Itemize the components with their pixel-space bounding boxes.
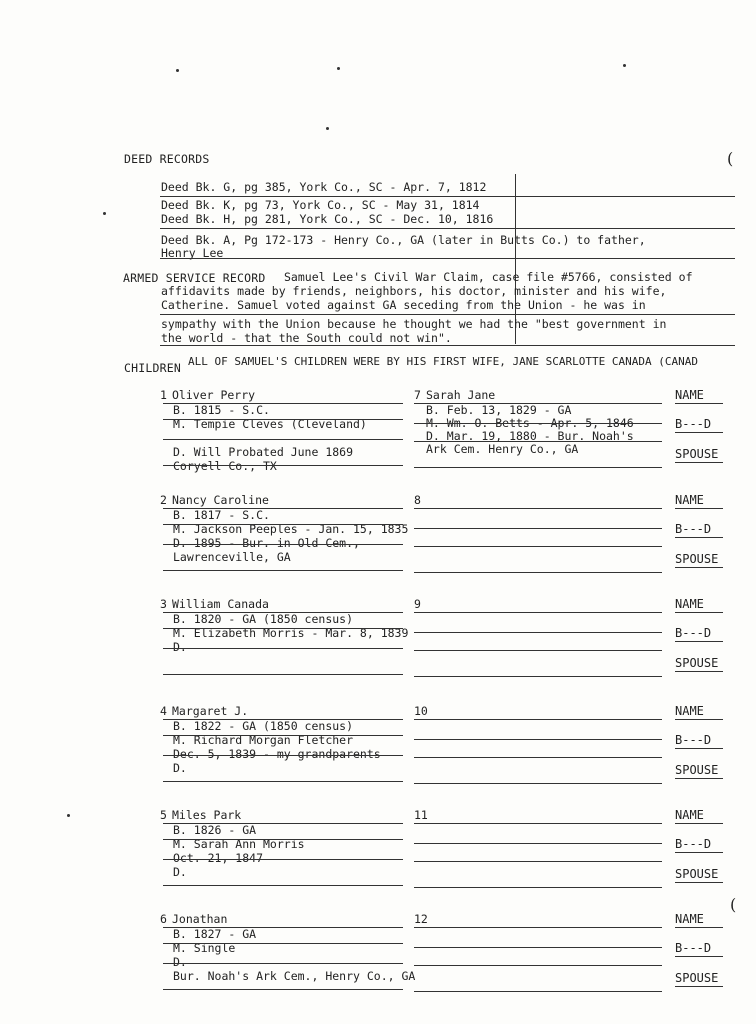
- rule: [675, 956, 723, 957]
- name-label: NAME: [675, 704, 704, 718]
- rule: [414, 757, 662, 758]
- child-detail: Lawrenceville, GA: [173, 550, 291, 564]
- child-name: William Canada: [172, 597, 269, 611]
- child-detail: M. Richard Morgan Fletcher: [173, 733, 354, 747]
- name-label: NAME: [675, 912, 704, 926]
- child-name: Oliver Perry: [172, 388, 256, 402]
- rule: [163, 439, 403, 440]
- child-detail: M. Elizabeth Morris - Mar. 8, 1839: [173, 626, 409, 640]
- name-label: NAME: [675, 388, 704, 402]
- rule: [414, 441, 662, 442]
- margin-paren: (: [730, 895, 737, 914]
- rule: [163, 859, 403, 860]
- rule: [414, 612, 662, 613]
- child-detail: B. 1820 - GA (1850 census): [173, 612, 354, 626]
- child-detail: Coryell Co., TX: [173, 459, 277, 473]
- armed-service-heading: ARMED SERVICE RECORD: [123, 271, 266, 285]
- child-number: 4: [160, 704, 167, 718]
- armed-service-line: affidavits made by friends, neighbors, his doctor, minister and his wife,: [161, 284, 667, 298]
- child-number: 12: [414, 912, 428, 926]
- birth-death-label: B---D: [675, 941, 712, 955]
- name-label: NAME: [675, 808, 704, 822]
- rule: [414, 965, 662, 966]
- spouse-label: SPOUSE: [675, 867, 719, 881]
- rule: [414, 861, 662, 862]
- margin-paren: (: [727, 149, 734, 168]
- rule: [163, 419, 403, 420]
- child-detail: D. Mar. 19, 1880 - Bur. Noah's: [426, 429, 634, 443]
- rule: [675, 823, 723, 824]
- rule: [163, 755, 403, 756]
- spouse-label: SPOUSE: [675, 971, 719, 985]
- speck: [326, 127, 329, 130]
- child-detail: Oct. 21, 1847: [173, 851, 264, 865]
- deed-records-heading: DEED RECORDS: [124, 152, 210, 166]
- birth-death-label: B---D: [675, 837, 712, 851]
- birth-death-label: B---D: [675, 522, 712, 536]
- child-number: 10: [414, 704, 428, 718]
- spouse-label: SPOUSE: [675, 447, 719, 461]
- rule: [160, 258, 735, 259]
- deed-line: Henry Lee: [161, 246, 224, 260]
- rule: [675, 927, 723, 928]
- rule: [414, 739, 662, 740]
- rule: [163, 735, 403, 736]
- child-name: Miles Park: [172, 808, 242, 822]
- deed-line: Deed Bk. A, Pg 172-173 - Henry Co., GA (later in Butts Co.) to father,: [161, 233, 646, 247]
- rule: [675, 462, 723, 463]
- rule: [675, 778, 723, 779]
- birth-death-label: B---D: [675, 626, 712, 640]
- rule: [163, 839, 403, 840]
- spouse-label: SPOUSE: [675, 763, 719, 777]
- rule: [160, 196, 735, 197]
- rule: [160, 228, 735, 229]
- rule: [414, 546, 662, 547]
- rule: [414, 887, 662, 888]
- child-detail: B. 1822 - GA (1850 census): [173, 719, 354, 733]
- children-heading: CHILDREN: [124, 361, 181, 375]
- child-detail: M. Jackson Peeples - Jan. 15, 1835: [173, 522, 409, 536]
- rule: [414, 676, 662, 677]
- deed-line: Deed Bk. H, pg 281, York Co., SC - Dec. 10, 1816: [161, 212, 494, 226]
- rule: [414, 783, 662, 784]
- child-detail: B. 1827 - GA: [173, 927, 257, 941]
- child-number: 5: [160, 808, 167, 822]
- deed-line: Deed Bk. K, pg 73, York Co., SC - May 31, 1814: [161, 198, 480, 212]
- child-detail: B. 1817 - S.C.: [173, 508, 270, 522]
- rule: [675, 719, 723, 720]
- child-number: 1: [160, 388, 167, 402]
- rule: [414, 991, 662, 992]
- rule: [675, 567, 723, 568]
- rule: [163, 544, 403, 545]
- rule: [414, 528, 662, 529]
- rule: [163, 781, 403, 782]
- rule: [675, 641, 723, 642]
- child-number: 6: [160, 912, 167, 926]
- rule: [675, 612, 723, 613]
- child-detail: D.: [173, 640, 187, 654]
- child-detail: D. Will Probated June 1869: [173, 445, 354, 459]
- children-note: ALL OF SAMUEL'S CHILDREN WERE BY HIS FIRST WIFE, JANE SCARLOTTE CANADA (CANAD: [188, 355, 698, 368]
- rule: [675, 432, 723, 433]
- rule: [414, 467, 662, 468]
- speck: [103, 212, 106, 215]
- rule: [163, 628, 403, 629]
- rule: [163, 524, 403, 525]
- birth-death-label: B---D: [675, 417, 712, 431]
- child-detail: D.: [173, 761, 187, 775]
- birth-death-label: B---D: [675, 733, 712, 747]
- rule: [160, 345, 735, 346]
- child-detail: B. Feb. 13, 1829 - GA: [426, 403, 572, 417]
- child-number: 9: [414, 597, 421, 611]
- rule: [675, 671, 723, 672]
- rule: [414, 823, 662, 824]
- rule: [675, 882, 723, 883]
- rule: [675, 852, 723, 853]
- speck: [176, 69, 179, 72]
- child-detail: M. Wm. O. Betts - Apr. 5, 1846: [426, 416, 634, 430]
- child-number: 3: [160, 597, 167, 611]
- child-detail: M. Sarah Ann Morris: [173, 837, 305, 851]
- rule: [675, 508, 723, 509]
- rule: [414, 927, 662, 928]
- child-number: 11: [414, 808, 428, 822]
- rule: [414, 508, 662, 509]
- spouse-label: SPOUSE: [675, 552, 719, 566]
- rule: [163, 885, 403, 886]
- child-detail: M. Single: [173, 941, 236, 955]
- rule: [163, 674, 403, 675]
- rule: [163, 570, 403, 571]
- child-detail: Dec. 5, 1839 - my grandparents: [173, 747, 381, 761]
- armed-service-line: Samuel Lee's Civil War Claim, case file #5766, consisted of: [284, 270, 693, 284]
- child-number: 2: [160, 493, 167, 507]
- deed-line: Deed Bk. G, pg 385, York Co., SC - Apr. 7, 1812: [161, 180, 487, 194]
- rule: [675, 403, 723, 404]
- child-detail: B. 1826 - GA: [173, 823, 257, 837]
- child-number: 8: [414, 493, 421, 507]
- child-detail: Ark Cem. Henry Co., GA: [426, 442, 579, 456]
- rule: [414, 947, 662, 948]
- rule: [675, 748, 723, 749]
- name-label: NAME: [675, 597, 704, 611]
- child-detail: B. 1815 - S.C.: [173, 403, 270, 417]
- spouse-label: SPOUSE: [675, 656, 719, 670]
- child-name: Jonathan: [172, 912, 228, 926]
- rule: [414, 719, 662, 720]
- child-number: 7: [414, 388, 421, 402]
- armed-service-line: sympathy with the Union because he thought we had the "best government in: [161, 317, 667, 331]
- child-detail: M. Tempie Cleves (Cleveland): [173, 417, 367, 431]
- rule: [414, 632, 662, 633]
- speck: [623, 64, 626, 67]
- rule: [414, 843, 662, 844]
- child-name: Nancy Caroline: [172, 493, 269, 507]
- rule: [163, 943, 403, 944]
- child-detail: Bur. Noah's Ark Cem., Henry Co., GA: [173, 969, 416, 983]
- rule: [414, 423, 662, 424]
- child-name: Sarah Jane: [426, 388, 496, 402]
- child-detail: D.: [173, 865, 187, 879]
- rule: [414, 572, 662, 573]
- child-detail: D. 1895 - Bur. in Old Cem.,: [173, 536, 360, 550]
- armed-service-line: Catherine. Samuel voted against GA seceding from the Union - he was in: [161, 298, 646, 312]
- rule: [160, 314, 735, 315]
- rule: [675, 986, 723, 987]
- child-name: Margaret J.: [172, 704, 249, 718]
- name-label: NAME: [675, 493, 704, 507]
- rule: [163, 989, 403, 990]
- rule: [163, 465, 403, 466]
- speck: [337, 67, 340, 70]
- rule: [163, 963, 403, 964]
- armed-service-line: the world - that the South could not win".: [161, 331, 452, 345]
- speck: [67, 814, 70, 817]
- rule: [163, 648, 403, 649]
- child-detail: D.: [173, 955, 187, 969]
- rule: [414, 650, 662, 651]
- rule: [675, 537, 723, 538]
